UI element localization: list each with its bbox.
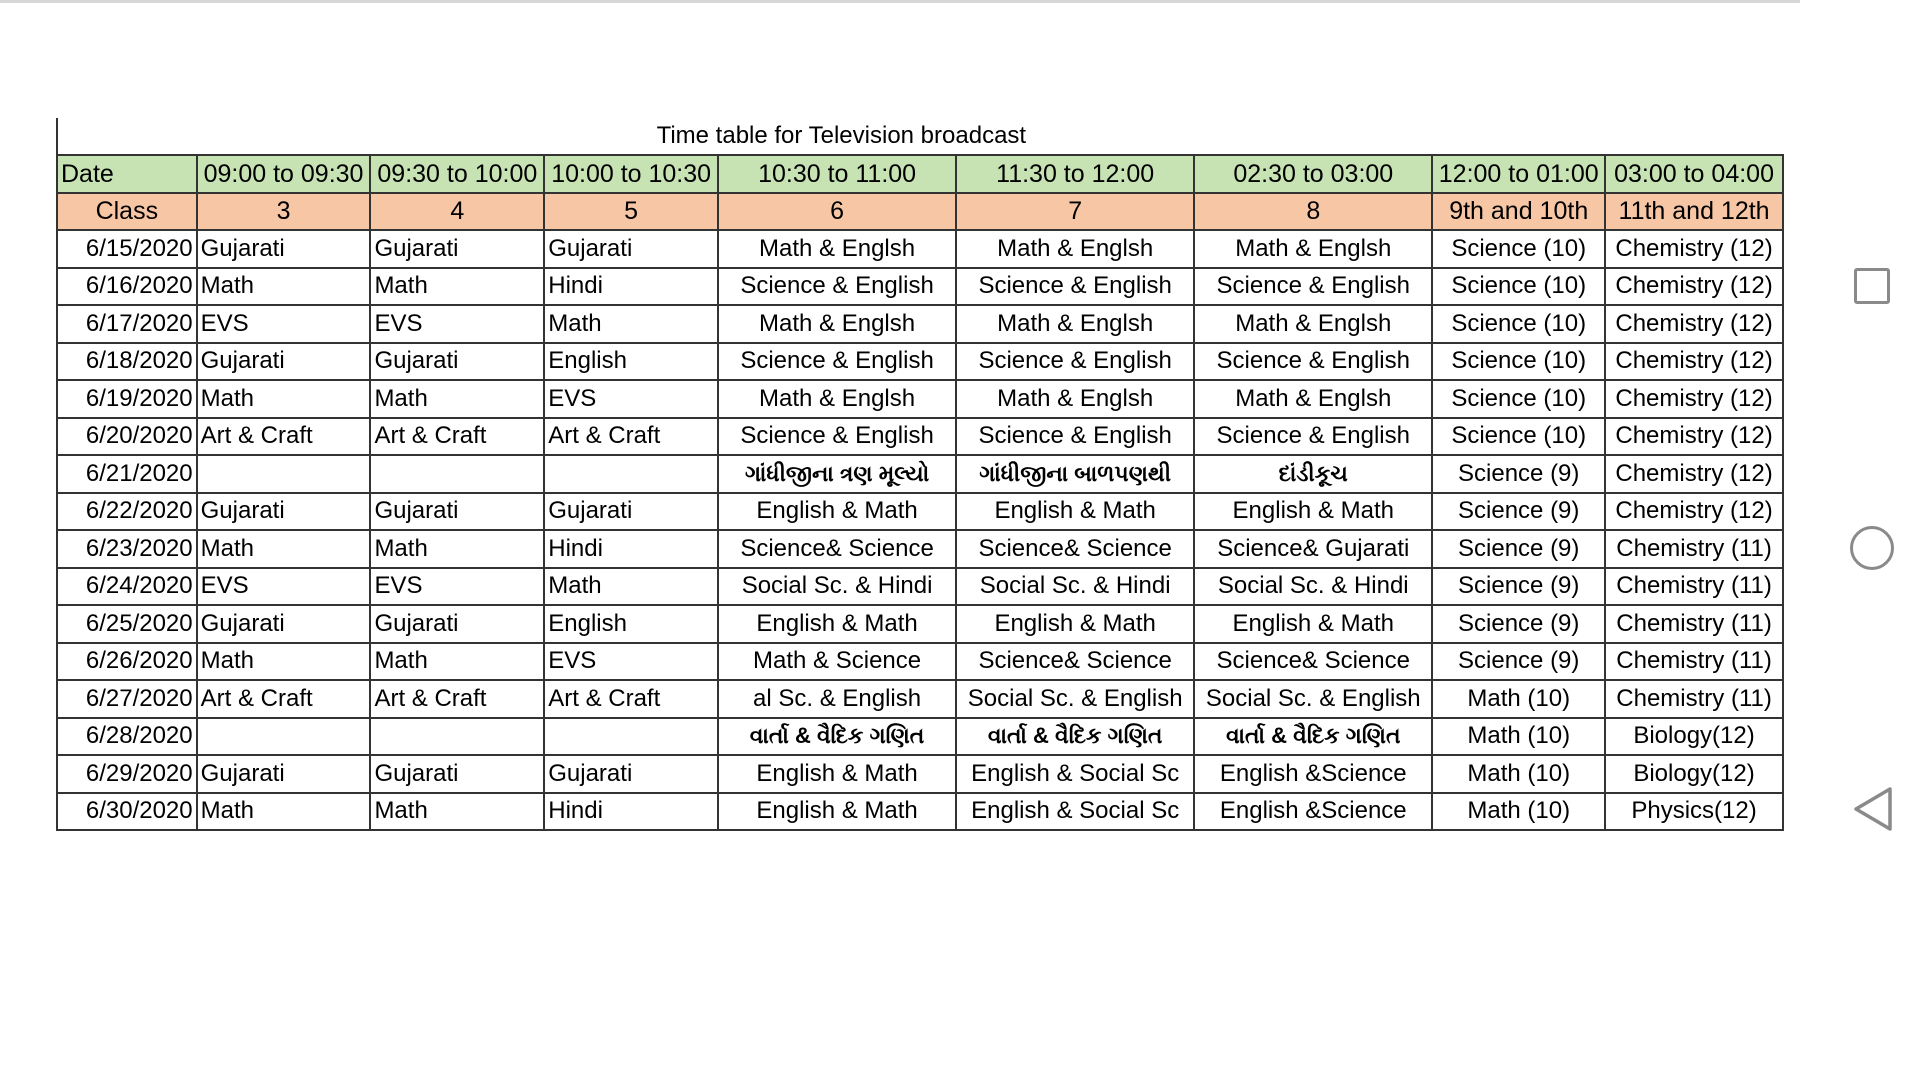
subject-cell: Gujarati (197, 343, 371, 381)
subject-cell: Math (544, 568, 718, 606)
subject-cell: વાર્તા & વૈદિક ગણિત (956, 718, 1194, 756)
table-title: Time table for Television broadcast (656, 122, 1027, 149)
subject-cell: Science (10) (1432, 230, 1605, 268)
subject-cell: Gujarati (370, 493, 544, 531)
slot-header: 09:00 to 09:30 (197, 155, 371, 193)
subject-cell: Social Sc. & Hindi (718, 568, 956, 606)
class-cell: 5 (544, 193, 718, 231)
table-row (57, 718, 1783, 756)
table-row (57, 755, 1783, 793)
table-row (57, 680, 1783, 718)
date-cell: 6/22/2020 (57, 493, 197, 531)
subject-cell: Math & Englsh (718, 230, 956, 268)
subject-cell: English &Science (1194, 793, 1432, 831)
subject-cell: Math (197, 380, 371, 418)
subject-cell: ગાંધીજીના ત્રણ મૂલ્યો (718, 455, 956, 493)
timetable (56, 118, 1784, 831)
class-cell: 3 (197, 193, 371, 231)
subject-cell: Science & English (718, 343, 956, 381)
subject-cell: Math & Englsh (956, 305, 1194, 343)
subject-cell: Science & English (956, 343, 1194, 381)
subject-cell: Science& Science (718, 530, 956, 568)
title-row (57, 118, 1783, 155)
table-row (57, 343, 1783, 381)
slot-header: 10:00 to 10:30 (544, 155, 718, 193)
subject-cell: English & Math (718, 793, 956, 831)
subject-cell: Chemistry (12) (1605, 418, 1783, 456)
subject-cell: English (544, 343, 718, 381)
subject-cell: Social Sc. & Hindi (1194, 568, 1432, 606)
date-header: Date (57, 155, 197, 193)
subject-cell: EVS (370, 305, 544, 343)
subject-cell: Science & English (956, 418, 1194, 456)
subject-cell: Science (10) (1432, 418, 1605, 456)
subject-cell: Science (9) (1432, 568, 1605, 606)
subject-cell: English &Science (1194, 755, 1432, 793)
subject-cell: Chemistry (11) (1605, 568, 1783, 606)
date-cell: 6/25/2020 (57, 605, 197, 643)
subject-cell: Chemistry (12) (1605, 268, 1783, 306)
subject-cell: Chemistry (12) (1605, 380, 1783, 418)
class-label: Class (57, 193, 197, 231)
table-row (57, 268, 1783, 306)
subject-cell: Math (10) (1432, 718, 1605, 756)
subject-cell: Chemistry (11) (1605, 605, 1783, 643)
subject-cell: Gujarati (370, 343, 544, 381)
subject-cell: Math (370, 793, 544, 831)
subject-cell: EVS (544, 380, 718, 418)
subject-cell: Science & English (1194, 343, 1432, 381)
subject-cell: Math (544, 305, 718, 343)
triangle-back-icon[interactable] (1852, 786, 1894, 832)
subject-cell: English & Math (718, 493, 956, 531)
subject-cell: Science (9) (1432, 643, 1605, 681)
subject-cell: Art & Craft (370, 680, 544, 718)
date-cell: 6/19/2020 (57, 380, 197, 418)
subject-cell: Math (370, 643, 544, 681)
date-cell: 6/27/2020 (57, 680, 197, 718)
date-cell: 6/29/2020 (57, 755, 197, 793)
subject-cell: વાર્તા & વૈદિક ગણિત (718, 718, 956, 756)
subject-cell: Math (370, 268, 544, 306)
header-row (57, 155, 1783, 193)
top-status-strip (0, 0, 1800, 3)
subject-cell: ગાંધીજીના બાળપણથી (956, 455, 1194, 493)
subject-cell: Gujarati (370, 230, 544, 268)
subject-cell: Physics(12) (1605, 793, 1783, 831)
subject-cell: Math & Englsh (956, 230, 1194, 268)
subject-cell: Math (10) (1432, 755, 1605, 793)
subject-cell: Chemistry (12) (1605, 305, 1783, 343)
subject-cell: English & Math (718, 755, 956, 793)
subject-cell: Gujarati (544, 755, 718, 793)
table-row (57, 530, 1783, 568)
subject-cell: Art & Craft (370, 418, 544, 456)
subject-cell: Science (10) (1432, 268, 1605, 306)
subject-cell: Chemistry (12) (1605, 493, 1783, 531)
subject-cell: Science & English (1194, 418, 1432, 456)
subject-cell: Gujarati (544, 230, 718, 268)
table-row (57, 418, 1783, 456)
table-row (57, 305, 1783, 343)
date-cell: 6/24/2020 (57, 568, 197, 606)
subject-cell: Gujarati (370, 605, 544, 643)
subject-cell: EVS (544, 643, 718, 681)
date-cell: 6/26/2020 (57, 643, 197, 681)
subject-cell: Math & Englsh (718, 305, 956, 343)
subject-cell: Chemistry (12) (1605, 455, 1783, 493)
subject-cell: Math & Science (718, 643, 956, 681)
subject-cell: Gujarati (197, 493, 371, 531)
subject-cell (544, 718, 718, 756)
subject-cell: English & Math (1194, 605, 1432, 643)
subject-cell: EVS (197, 568, 371, 606)
subject-cell: Math & Englsh (1194, 230, 1432, 268)
subject-cell: al Sc. & English (718, 680, 956, 718)
subject-cell: Math (10) (1432, 680, 1605, 718)
subject-cell: Math (197, 643, 371, 681)
subject-cell: Math & Englsh (718, 380, 956, 418)
subject-cell: Science& Science (1194, 643, 1432, 681)
subject-cell: Science& Gujarati (1194, 530, 1432, 568)
subject-cell: Math (197, 530, 371, 568)
table-row (57, 493, 1783, 531)
date-cell: 6/15/2020 (57, 230, 197, 268)
subject-cell: Art & Craft (544, 680, 718, 718)
date-cell: 6/23/2020 (57, 530, 197, 568)
subject-cell: Chemistry (12) (1605, 343, 1783, 381)
subject-cell: Science & English (1194, 268, 1432, 306)
subject-cell: English & Math (1194, 493, 1432, 531)
table-row (57, 568, 1783, 606)
subject-cell: English (544, 605, 718, 643)
date-cell: 6/28/2020 (57, 718, 197, 756)
subject-cell: Science (10) (1432, 305, 1605, 343)
subject-cell: Chemistry (11) (1605, 643, 1783, 681)
subject-cell: Gujarati (370, 755, 544, 793)
subject-cell (370, 718, 544, 756)
subject-cell: Science& Science (956, 530, 1194, 568)
date-cell: 6/20/2020 (57, 418, 197, 456)
subject-cell: વાર્તા & વૈદિક ગણિત (1194, 718, 1432, 756)
subject-cell: Science & English (956, 268, 1194, 306)
date-cell: 6/18/2020 (57, 343, 197, 381)
subject-cell: English & Math (956, 605, 1194, 643)
subject-cell: Science & English (718, 268, 956, 306)
subject-cell: English & Math (956, 493, 1194, 531)
circle-icon[interactable] (1850, 526, 1894, 570)
subject-cell: Chemistry (11) (1605, 680, 1783, 718)
subject-cell: Social Sc. & English (956, 680, 1194, 718)
subject-cell: English & Social Sc (956, 793, 1194, 831)
subject-cell: Science & English (718, 418, 956, 456)
class-cell: 6 (718, 193, 956, 231)
subject-cell: Hindi (544, 530, 718, 568)
subject-cell (197, 718, 371, 756)
slot-header: 10:30 to 11:00 (718, 155, 956, 193)
subject-cell (544, 455, 718, 493)
subject-cell: Science (10) (1432, 380, 1605, 418)
subject-cell: Gujarati (544, 493, 718, 531)
table-row (57, 230, 1783, 268)
subject-cell: Gujarati (197, 755, 371, 793)
subject-cell: EVS (197, 305, 371, 343)
subject-cell: Gujarati (197, 605, 371, 643)
subject-cell: Social Sc. & Hindi (956, 568, 1194, 606)
subject-cell: Social Sc. & English (1194, 680, 1432, 718)
date-cell: 6/21/2020 (57, 455, 197, 493)
subject-cell: Science (9) (1432, 493, 1605, 531)
slot-header: 12:00 to 01:00 (1432, 155, 1605, 193)
subject-cell: Art & Craft (544, 418, 718, 456)
date-cell: 6/17/2020 (57, 305, 197, 343)
table-row (57, 793, 1783, 831)
subject-cell: Art & Craft (197, 418, 371, 456)
subject-cell: English & Social Sc (956, 755, 1194, 793)
subject-cell: Chemistry (11) (1605, 530, 1783, 568)
slot-header: 11:30 to 12:00 (956, 155, 1194, 193)
subject-cell: Hindi (544, 793, 718, 831)
slot-header: 02:30 to 03:00 (1194, 155, 1432, 193)
subject-cell (370, 455, 544, 493)
subject-cell: દાંડીકૂચ (1194, 455, 1432, 493)
table-row (57, 605, 1783, 643)
subject-cell: Math (370, 380, 544, 418)
class-cell: 11th and 12th (1605, 193, 1783, 231)
subject-cell: Science (9) (1432, 455, 1605, 493)
subject-cell: Biology(12) (1605, 755, 1783, 793)
date-cell: 6/16/2020 (57, 268, 197, 306)
subject-cell: Math (370, 530, 544, 568)
subject-cell: Science (9) (1432, 530, 1605, 568)
table-row (57, 380, 1783, 418)
table-row (57, 643, 1783, 681)
subject-cell: Biology(12) (1605, 718, 1783, 756)
square-icon[interactable] (1854, 268, 1890, 304)
subject-cell: Chemistry (12) (1605, 230, 1783, 268)
subject-cell: Math & Englsh (1194, 305, 1432, 343)
subject-cell: English & Math (718, 605, 956, 643)
subject-cell: Science (9) (1432, 605, 1605, 643)
subject-cell: Math & Englsh (956, 380, 1194, 418)
class-cell: 8 (1194, 193, 1432, 231)
class-cell: 4 (370, 193, 544, 231)
subject-cell: Math (197, 793, 371, 831)
slot-header: 03:00 to 04:00 (1605, 155, 1783, 193)
subject-cell: Art & Craft (197, 680, 371, 718)
subject-cell: Math (197, 268, 371, 306)
subject-cell: Math & Englsh (1194, 380, 1432, 418)
subject-cell: Science& Science (956, 643, 1194, 681)
subject-cell: Math (10) (1432, 793, 1605, 831)
subject-cell: Hindi (544, 268, 718, 306)
spreadsheet-image (56, 118, 1784, 831)
class-cell: 9th and 10th (1432, 193, 1605, 231)
subject-cell: Science (10) (1432, 343, 1605, 381)
subject-cell: EVS (370, 568, 544, 606)
table-row (57, 455, 1783, 493)
class-cell: 7 (956, 193, 1194, 231)
subject-cell (197, 455, 371, 493)
date-cell: 6/30/2020 (57, 793, 197, 831)
slot-header: 09:30 to 10:00 (370, 155, 544, 193)
class-row (57, 193, 1783, 231)
subject-cell: Gujarati (197, 230, 371, 268)
